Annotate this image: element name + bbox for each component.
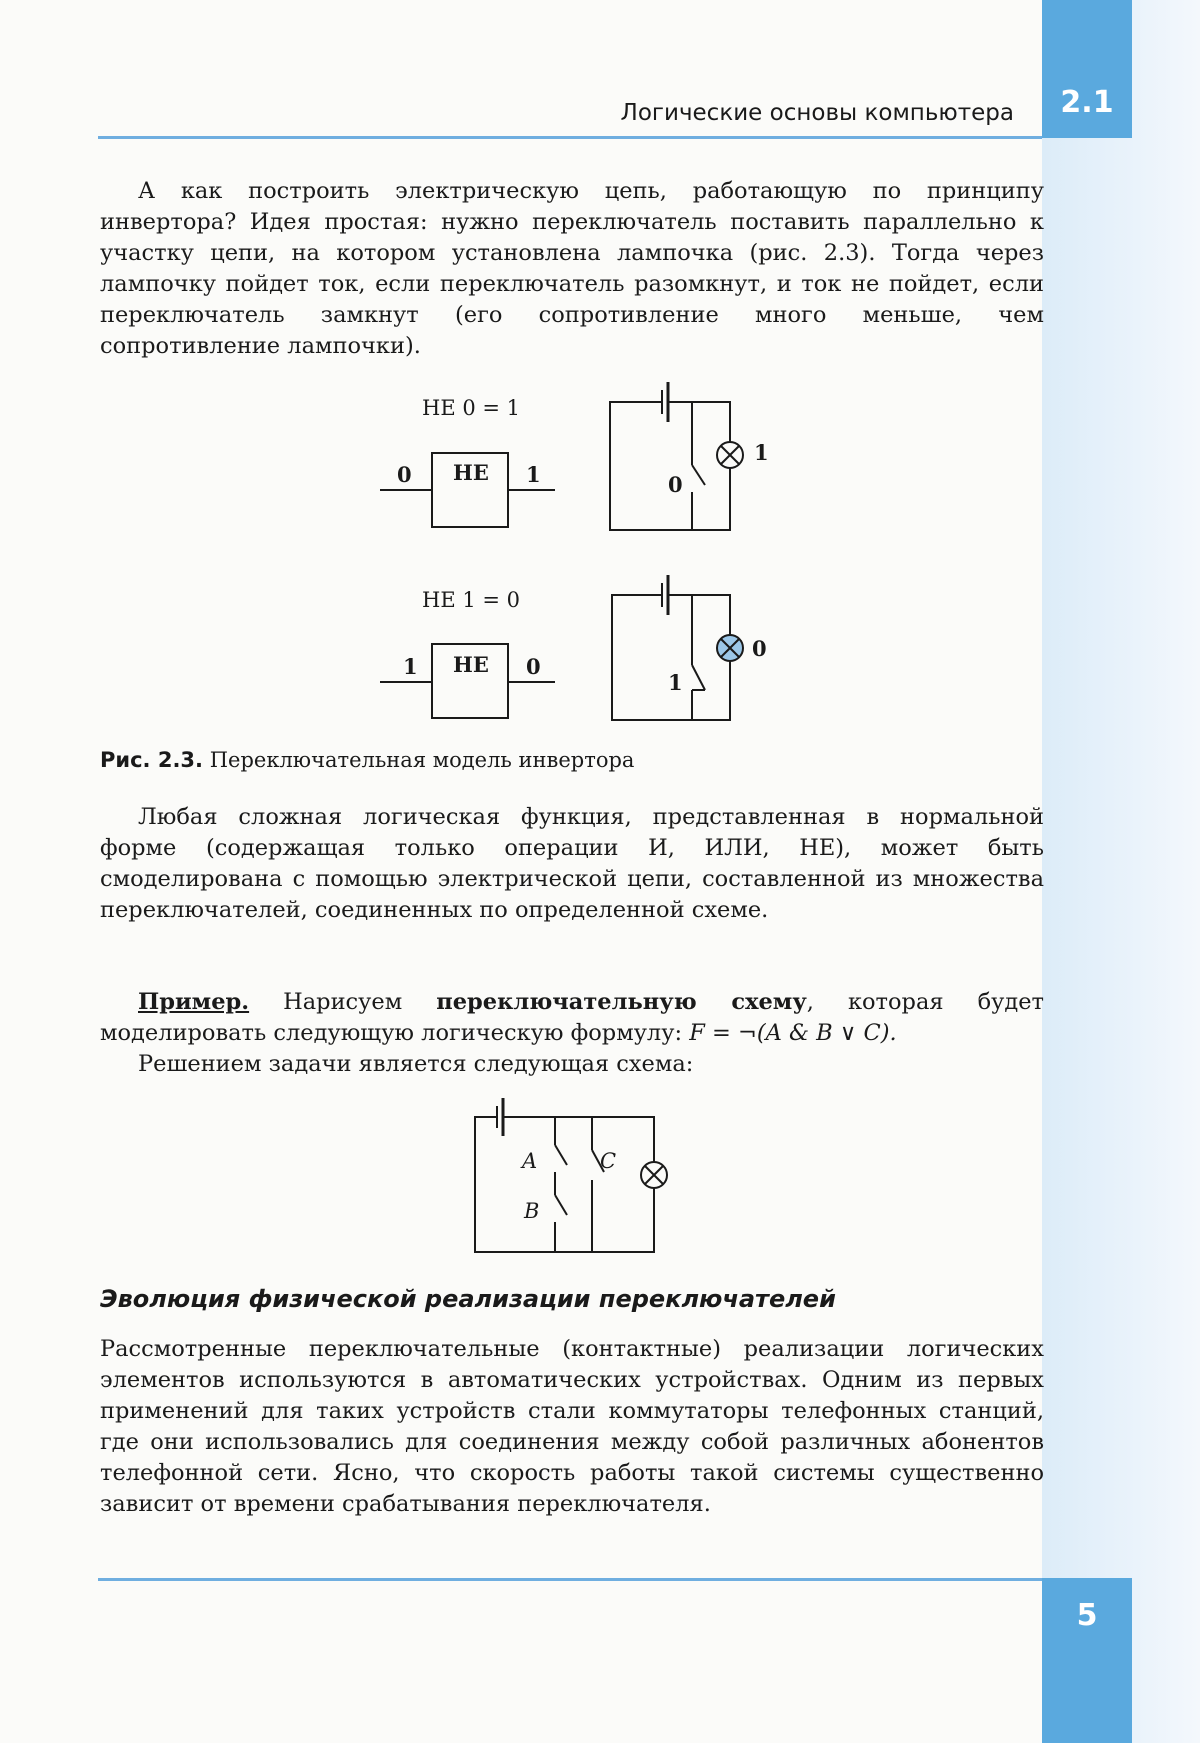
switch-b [555,1195,567,1215]
example-text-a: Нарисуем [249,989,437,1015]
figure-caption [100,748,634,772]
section-heading: Эволюция физической реализации переключателей [100,1285,836,1313]
switch-label-b: B [524,1199,540,1223]
chapter-tab: 2.1 [1042,0,1132,138]
circuit-loop-1 [610,402,730,530]
footer-rule [98,1578,1042,1581]
paragraph-evolution: Рассмотренные переключательные (контактные) реализации логических элементов используются в автоматических устройствах. Одним из первых применений для таких устройств стали коммутаторы телефонных станций, где они использовались для соединения между собой различных абонентов телефонной сети. Ясно, что скорость работы такой системы существенно зависит от времени срабатывания переключателя. [100,1336,1044,1517]
switch-open-1 [692,465,705,485]
example-term: переключательную схему [436,989,807,1015]
switch-label-a: A [522,1149,538,1173]
output-0: 0 [526,654,541,679]
page-number: 5 [1042,1578,1132,1743]
switch-value-2: 1 [668,670,683,695]
label-ne1: НЕ 1 = 0 [422,588,520,612]
example-text-b: , которая будет моделировать следующую логическую формулу: [100,989,1044,1046]
switch-closed-2 [692,665,705,690]
paragraph-logic: Любая сложная логическая функция, представленная в нормальной форме (содержащая только операции И, ИЛИ, НЕ), может быть смоделирована с помощью электрической цепи, составленной из множества переключателей, соединенных по определенной схеме. [100,804,1044,923]
label-ne0: НЕ 0 = 1 [422,396,520,420]
gate-label-1: НЕ [453,460,489,485]
example-label: Пример. [138,989,250,1015]
paragraph-solution: Решением задачи является следующая схема: [138,1051,694,1077]
lamp-value-2: 0 [752,636,767,661]
caption-text: Переключательная модель инвертора [209,748,635,772]
switch-value-1: 0 [668,472,683,497]
gate-label-2: НЕ [453,652,489,677]
example-formula: F = ¬(A & B ∨ C). [689,1020,897,1046]
input-0: 0 [397,462,412,487]
running-header: Логические основы компьютера [620,100,1014,126]
output-1: 1 [526,462,541,487]
caption-number: Рис. 2.3. [100,748,204,772]
switch-a [555,1145,567,1165]
paragraph-example [100,987,1044,1049]
switch-label-c: C [600,1149,617,1173]
lamp-value-1: 1 [754,440,769,465]
solution-circuit [475,1098,667,1252]
input-1: 1 [403,654,418,679]
paragraph-intro: А как построить электрическую цепь, работающую по принципу инвертора? Идея простая: нужно переключатель поставить параллельно к участку цепи, на котором установлена лампочка (рис. 2.3). Тогда через лампочку пойдет ток, если переключатель разомкнут, и ток не пойдет, если переключатель замкнут (его сопротивление много меньше, чем сопротивление лампочки). [100,178,1044,359]
circuit-loop-2 [612,595,730,720]
